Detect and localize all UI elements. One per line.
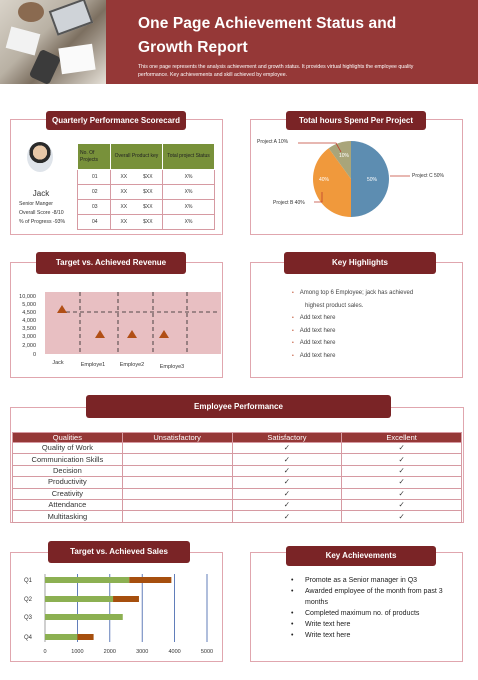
label-project-c: Project C 50% bbox=[412, 173, 444, 179]
laptop-shape bbox=[49, 0, 94, 36]
pie-label-10: 10% bbox=[339, 153, 350, 159]
check-icon: ✓ bbox=[232, 488, 342, 499]
col-projects: No. Of Projects bbox=[78, 144, 111, 170]
paper-shape bbox=[6, 26, 41, 55]
sales-bar-achieved bbox=[45, 596, 113, 602]
x-tick-label: 2000 bbox=[103, 649, 116, 655]
x-tick-label: Employe3 bbox=[159, 364, 185, 370]
list-item: • Completed maximum no. of products bbox=[289, 608, 459, 619]
sales-bar-achieved bbox=[45, 634, 77, 640]
x-tick-label: Jack bbox=[52, 360, 64, 366]
cell-unsatisfactory bbox=[122, 499, 232, 510]
quality-label: Attendance bbox=[13, 499, 123, 510]
avatar bbox=[27, 142, 53, 172]
table-row bbox=[13, 477, 462, 488]
table-row bbox=[13, 454, 462, 465]
cell-unsatisfactory bbox=[122, 488, 232, 499]
highlights-list bbox=[292, 287, 452, 362]
x-tick-label: 1000 bbox=[71, 649, 84, 655]
header-photo bbox=[0, 0, 106, 84]
performance-title: Employee Performance bbox=[86, 395, 391, 418]
cell-unsatisfactory bbox=[122, 511, 232, 522]
hours-pie-chart bbox=[250, 130, 463, 230]
sales-title: Target vs. Achieved Sales bbox=[48, 541, 190, 563]
achievements-title: Key Achievements bbox=[286, 546, 436, 566]
y-tick-label: 10,000 bbox=[19, 294, 36, 300]
highlights-title: Key Highlights bbox=[284, 252, 436, 274]
scorecard-title: Quarterly Performance Scorecard bbox=[46, 111, 186, 130]
pie-label-40: 40% bbox=[319, 177, 330, 183]
check-icon: ✓ bbox=[232, 443, 342, 454]
check-icon: ✓ bbox=[342, 477, 462, 488]
y-tick-label: 4,500 bbox=[22, 310, 36, 316]
scorecard-table bbox=[77, 143, 215, 230]
pie-label-50: 50% bbox=[367, 177, 378, 183]
employee-progress: % of Progress -93% bbox=[19, 219, 66, 226]
sales-bar-achieved bbox=[45, 614, 123, 620]
table-row bbox=[13, 499, 462, 510]
performance-table bbox=[12, 432, 462, 523]
table-row bbox=[13, 443, 462, 454]
table-row: 01 XX $XX X% bbox=[78, 170, 215, 185]
list-item: • Add text here bbox=[292, 315, 336, 321]
cell-unsatisfactory bbox=[122, 477, 232, 488]
sales-chart bbox=[14, 566, 222, 660]
quality-label: Decision bbox=[13, 465, 123, 476]
list-item: • Promote as a Senior manager in Q3 bbox=[289, 575, 459, 586]
employee-score: Overall Score -8/10 bbox=[19, 210, 64, 217]
employee-info bbox=[19, 200, 65, 228]
x-tick-label: 3000 bbox=[136, 649, 149, 655]
check-icon: ✓ bbox=[232, 499, 342, 510]
revenue-title: Target vs. Achieved Revenue bbox=[36, 252, 186, 274]
table-row bbox=[13, 488, 462, 499]
list-item: • Add text here bbox=[292, 340, 336, 346]
paper-shape bbox=[58, 44, 95, 74]
quality-label: Productivity bbox=[13, 477, 123, 488]
quality-label: Multitasking bbox=[13, 511, 123, 522]
check-icon: ✓ bbox=[342, 499, 462, 510]
sales-bar-remaining bbox=[113, 596, 139, 602]
list-item: • Add text here bbox=[292, 327, 336, 334]
check-icon: ✓ bbox=[342, 443, 462, 454]
list-item: • Add text here bbox=[292, 352, 336, 359]
label-project-b: Project B 40% bbox=[273, 200, 305, 206]
x-tick-label: Employe1 bbox=[80, 362, 106, 368]
table-row: 02 XX $XX X% bbox=[78, 185, 215, 200]
x-tick-label: 5000 bbox=[200, 649, 214, 655]
list-item: • Write text here bbox=[289, 630, 459, 641]
y-tick-label: 0 bbox=[32, 352, 36, 358]
list-item: highest product sales. bbox=[305, 302, 364, 309]
list-item: • Write text here bbox=[289, 619, 459, 630]
check-icon: ✓ bbox=[342, 465, 462, 476]
chart-plot-area bbox=[45, 292, 221, 354]
quality-label: Communication Skills bbox=[13, 454, 123, 465]
label-project-a: Project A 10% bbox=[257, 139, 289, 145]
y-tick-label: Q3 bbox=[24, 615, 33, 621]
quality-label: Creativity bbox=[13, 488, 123, 499]
y-tick-label: Q2 bbox=[24, 597, 33, 603]
col-satisfactory: Satisfactory bbox=[232, 433, 342, 443]
y-tick-label: 2,000 bbox=[22, 343, 36, 349]
y-tick-label: Q4 bbox=[24, 635, 33, 641]
quality-label: Quality of Work bbox=[13, 443, 123, 454]
sales-bar-remaining bbox=[77, 634, 93, 640]
check-icon: ✓ bbox=[232, 454, 342, 465]
sales-bar-achieved bbox=[45, 577, 129, 583]
list-item: • Among top 6 Employee; jack has achieved bbox=[292, 290, 414, 296]
page-title: One Page Achievement Status and Growth Report bbox=[138, 15, 397, 56]
check-icon: ✓ bbox=[232, 511, 342, 522]
check-icon: ✓ bbox=[232, 477, 342, 488]
check-icon: ✓ bbox=[342, 488, 462, 499]
table-row: 04 XX $XX X% bbox=[78, 215, 215, 230]
y-tick-label: 5,000 bbox=[22, 302, 36, 308]
cell-unsatisfactory bbox=[122, 454, 232, 465]
col-product-key: Overall Product key bbox=[111, 144, 163, 170]
table-row: 03 XX $XX X% bbox=[78, 200, 215, 215]
cell-unsatisfactory bbox=[122, 443, 232, 454]
col-unsatisfactory: Unsatisfactory bbox=[122, 433, 232, 443]
page-description: This one page represents the analysis achievement and growth status. It provides virtual highlights the employee quality performance. Key achievements and skill achieved by employee. bbox=[138, 64, 414, 78]
revenue-chart bbox=[14, 282, 222, 374]
cell-unsatisfactory bbox=[122, 465, 232, 476]
table-row bbox=[13, 465, 462, 476]
check-icon: ✓ bbox=[342, 454, 462, 465]
employee-name: Jack bbox=[32, 189, 50, 198]
col-qualities: Qualities bbox=[13, 433, 123, 443]
header bbox=[0, 0, 478, 84]
list-item: • Awarded employee of the month from past 3 months bbox=[289, 586, 459, 608]
x-tick-label: 0 bbox=[43, 649, 47, 655]
y-tick-label: 4,000 bbox=[22, 318, 36, 324]
title-banner bbox=[106, 0, 478, 84]
x-tick-label: 4000 bbox=[168, 649, 181, 655]
check-icon: ✓ bbox=[232, 465, 342, 476]
x-tick-label: Employe2 bbox=[119, 362, 145, 368]
col-excellent: Excellent bbox=[342, 433, 462, 443]
hours-title: Total hours Spend Per Project bbox=[286, 111, 426, 130]
col-status: Total project Status bbox=[163, 144, 215, 170]
y-tick-label: 3,500 bbox=[22, 326, 36, 332]
achievements-list bbox=[289, 575, 459, 641]
y-tick-label: Q1 bbox=[24, 578, 33, 584]
coffee-cup-shape bbox=[18, 2, 44, 22]
check-icon: ✓ bbox=[342, 511, 462, 522]
y-tick-label: 3,000 bbox=[22, 334, 36, 340]
sales-bar-remaining bbox=[129, 577, 171, 583]
employee-role: Senior Manger bbox=[19, 201, 54, 207]
table-row bbox=[13, 511, 462, 522]
